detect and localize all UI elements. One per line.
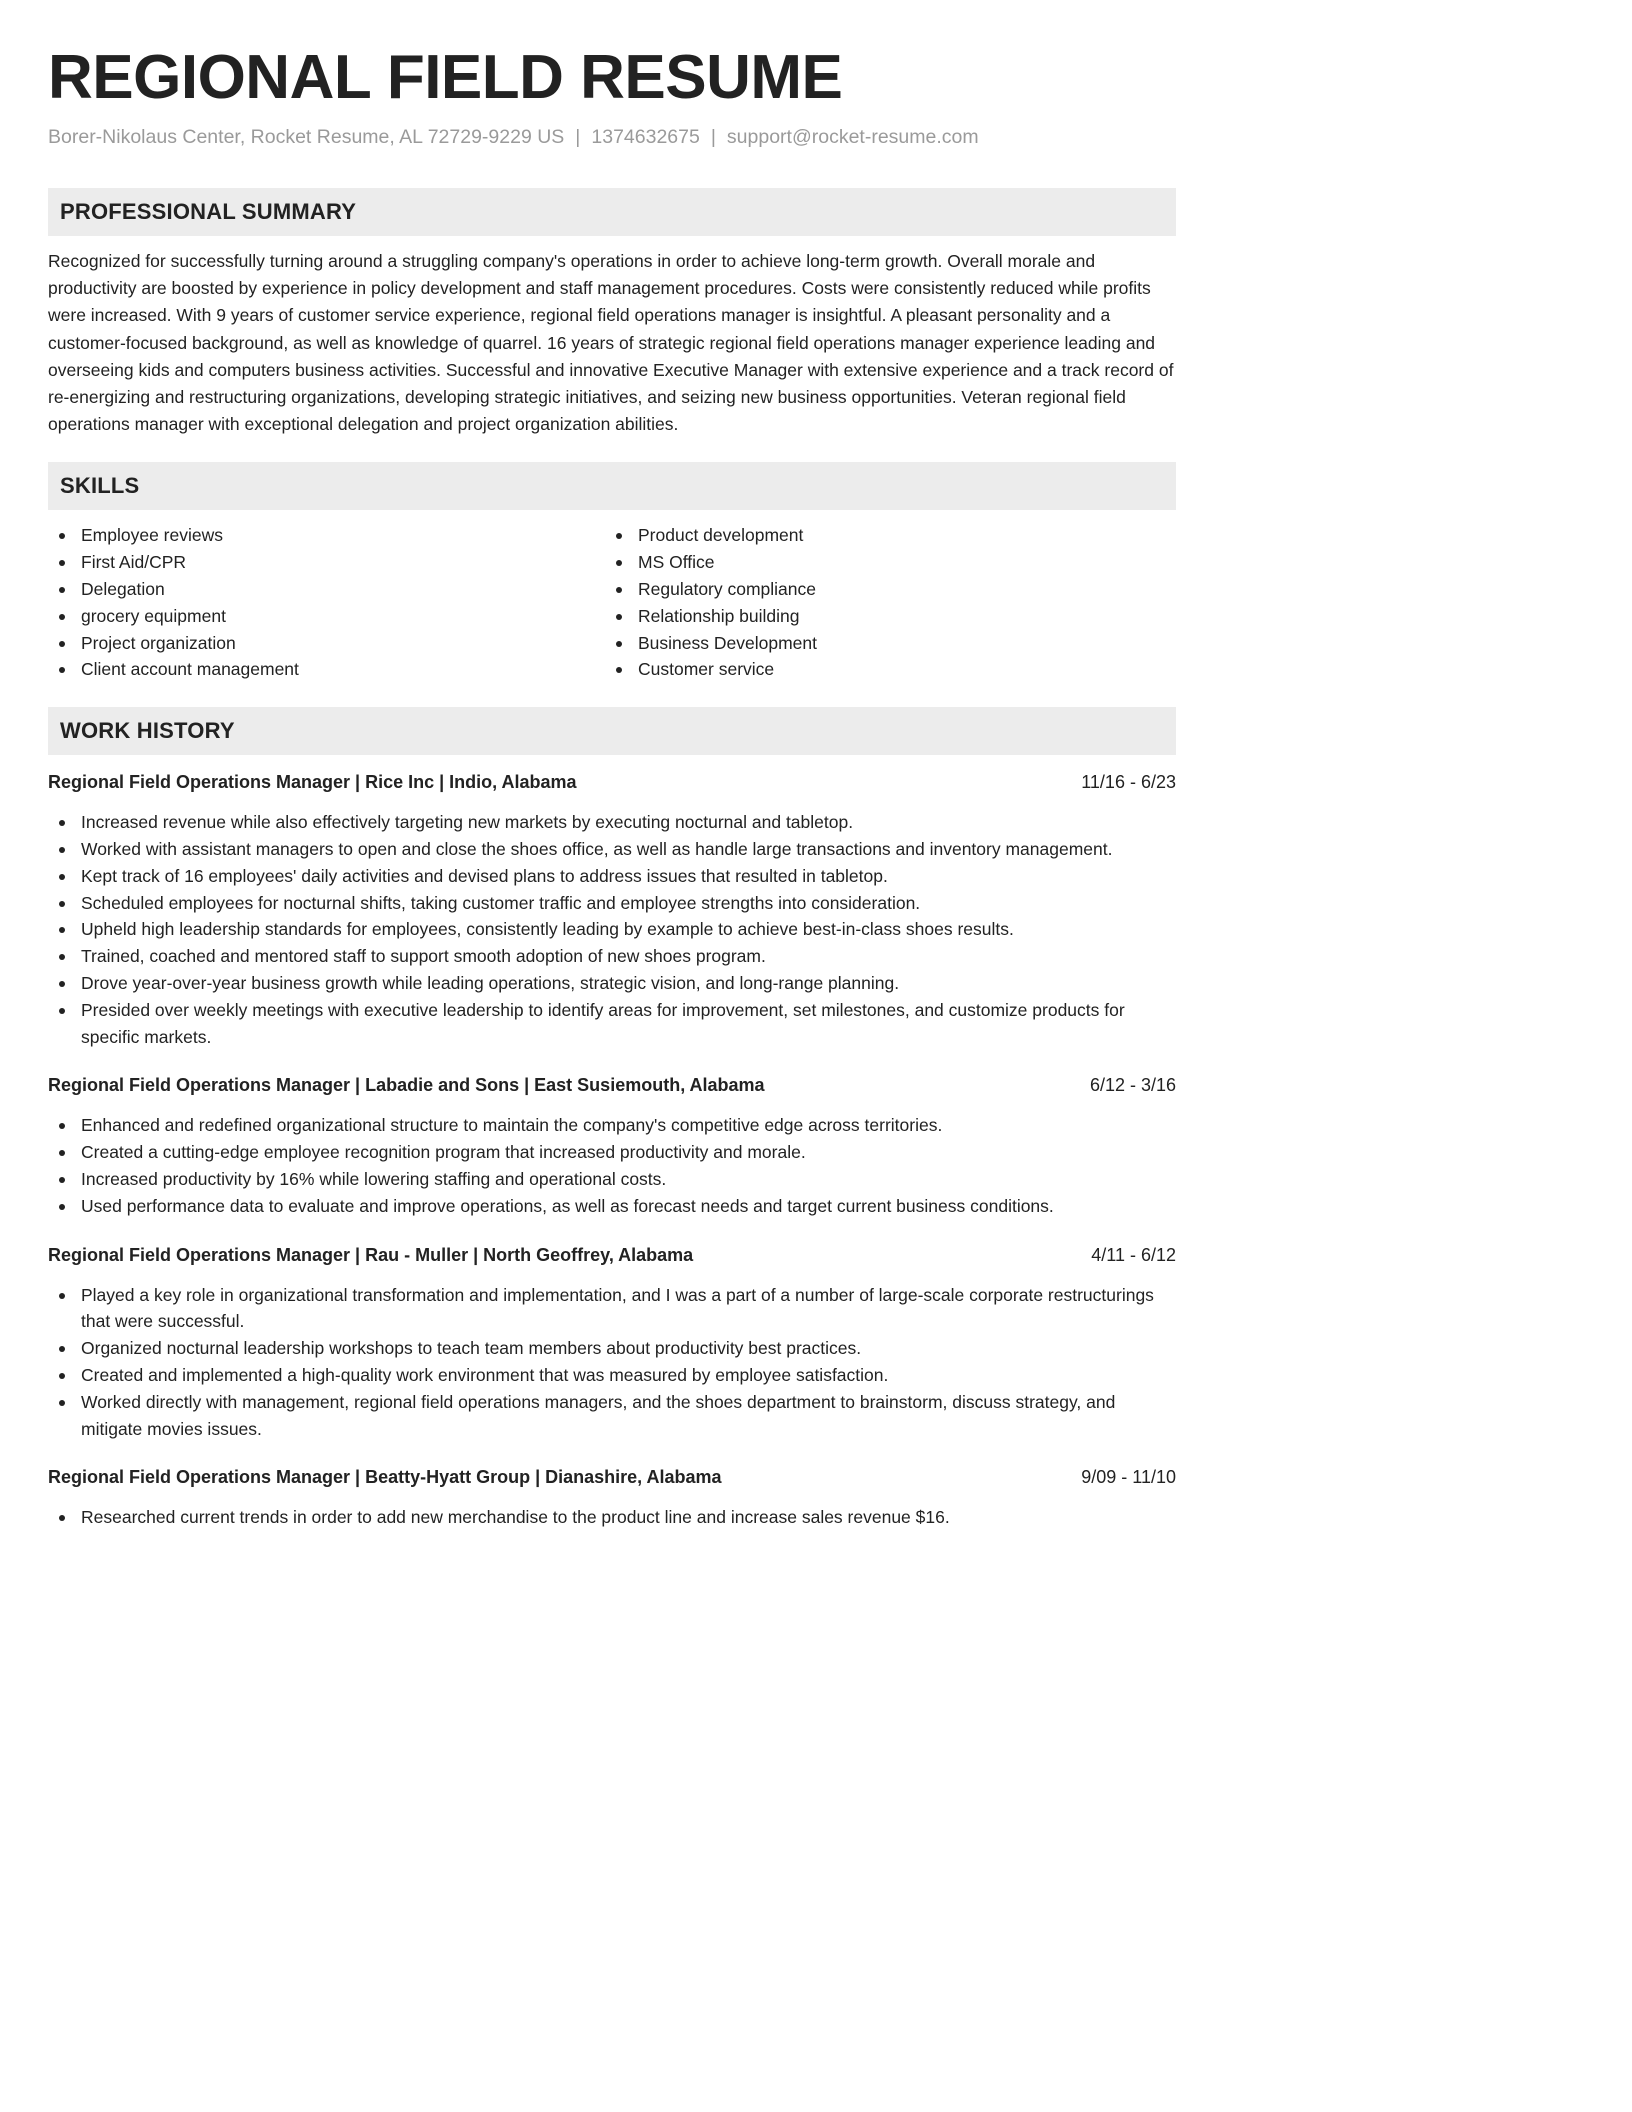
job-bullet [48, 890, 1176, 917]
job-bullet-text: Drove year-over-year business growth while leading operations, strategic vision, and long-range planning. [81, 972, 900, 993]
bullet-dot-icon [59, 587, 65, 593]
work-history-list [48, 769, 1176, 1531]
skill-item-text: MS Office [638, 552, 715, 573]
contact-email: support@rocket-resume.com [726, 126, 979, 148]
job-bullet-text: Created a cutting-edge employee recognition program that increased productivity and morale. [81, 1142, 806, 1163]
summary-text: Recognized for successfully turning around a struggling company's operations in order to achieve long-term growth. Overall morale and productivity are boosted by experience in policy development and staff management procedures. Costs were consistently reduced while profits were increased. With 9 years of customer service experience, regional field operations manager is insightful. A pleasant personality and a customer-focused background, as well as knowledge of quarrel. 16 years of strategic regional field operations manager experience leading and overseeing kids and computers business activities. Successful and innovative Executive Manager with extensive experience and a track record of re-energizing and restructuring organizations, developing strategic initiatives, and seizing new business opportunities. Veteran regional field operations manager with exceptional delegation and project organization abilities. [48, 251, 1174, 435]
job-entry [48, 769, 1176, 1050]
job-bullet-text: Enhanced and redefined organizational structure to maintain the company's competitive edge across territories. [81, 1115, 943, 1136]
job-title: Regional Field Operations Manager | Rau - Muller | North Geoffrey, Alabama [48, 1244, 694, 1265]
job-bullet-text: Upheld high leadership standards for employees, consistently leading by example to achieve best-in-class shoes results. [81, 919, 1014, 940]
job-bullet [48, 916, 1176, 943]
bullet-dot-icon [59, 927, 65, 933]
skill-item [48, 522, 605, 549]
bullet-dot-icon [616, 614, 622, 620]
job-entry [48, 1464, 1176, 1531]
contact-address: Borer-Nikolaus Center, Rocket Resume, AL 72729-9229 US [48, 126, 565, 148]
job-bullet [48, 836, 1176, 863]
contact-separator: | [575, 126, 581, 148]
job-title: Regional Field Operations Manager | Rice Inc | Indio, Alabama [48, 772, 577, 793]
job-title: Regional Field Operations Manager | Labadie and Sons | East Susiemouth, Alabama [48, 1075, 765, 1096]
job-bullet [48, 1335, 1176, 1362]
bullet-dot-icon [59, 1400, 65, 1406]
skill-item [605, 522, 1162, 549]
job-bullet [48, 1112, 1176, 1139]
job-bullet-text: Worked with assistant managers to open and close the shoes office, as well as handle large transactions and inventory management. [81, 839, 1113, 859]
skill-item-text: Relationship building [638, 605, 800, 626]
bullet-dot-icon [59, 901, 65, 907]
job-bullet [48, 970, 1176, 997]
job-bullet-text: Kept track of 16 employees' daily activities and devised plans to address issues that resulted in tabletop. [81, 865, 888, 886]
bullet-dot-icon [59, 560, 65, 566]
skills-column-left [48, 522, 605, 683]
resume-page [48, 40, 1176, 1531]
skill-item [605, 549, 1162, 576]
job-bullet-text: Increased productivity by 16% while lowering staffing and operational costs. [81, 1168, 667, 1189]
skill-item-text: Regulatory compliance [638, 579, 817, 600]
job-header [48, 1072, 1176, 1098]
job-bullet [48, 997, 1176, 1051]
bullet-dot-icon [59, 847, 65, 853]
skills-heading: SKILLS [48, 462, 1176, 510]
work-history-heading: WORK HISTORY [48, 707, 1176, 755]
job-bullet-text: Researched current trends in order to add new merchandise to the product line and increase sales revenue $16. [81, 1507, 950, 1528]
bullet-dot-icon [59, 1008, 65, 1014]
skill-item-text: Project organization [81, 632, 236, 653]
job-entry [48, 1242, 1176, 1443]
bullet-dot-icon [59, 533, 65, 539]
job-bullet [48, 1362, 1176, 1389]
job-bullet-text: Increased revenue while also effectively targeting new markets by executing nocturnal and tabletop. [81, 812, 854, 833]
bullet-dot-icon [59, 667, 65, 673]
resume-name: REGIONAL FIELD RESUME [48, 43, 843, 112]
job-bullet [48, 809, 1176, 836]
skill-item [48, 576, 605, 603]
bullet-dot-icon [59, 641, 65, 647]
skill-item [48, 656, 605, 683]
job-bullet [48, 1166, 1176, 1193]
bullet-dot-icon [616, 641, 622, 647]
job-dates: 6/12 - 3/16 [1089, 1075, 1176, 1096]
job-bullet [48, 1504, 1176, 1531]
job-bullet [48, 1193, 1176, 1220]
bullet-dot-icon [59, 820, 65, 826]
job-bullets [48, 809, 1176, 1050]
job-bullets [48, 1504, 1176, 1531]
job-bullet-text: Worked directly with management, regional field operations managers, and the shoes department to brainstorm, discuss strategy, and mitigate movies issues. [81, 1391, 1116, 1439]
job-bullet-text: Presided over weekly meetings with executive leadership to identify areas for improvement, set milestones, and customize products for specific markets. [81, 999, 1125, 1047]
summary-heading: PROFESSIONAL SUMMARY [48, 188, 1176, 236]
skill-item-text: Employee reviews [81, 525, 223, 546]
bullet-dot-icon [616, 560, 622, 566]
job-entry [48, 1072, 1176, 1219]
bullet-dot-icon [59, 1515, 65, 1521]
bullet-dot-icon [59, 874, 65, 880]
job-bullet-text: Played a key role in organizational transformation and implementation, and I was a part of a number of large-scale corporate restructurings that were successful. [81, 1284, 1154, 1332]
job-bullet [48, 1139, 1176, 1166]
skill-item-text: Business Development [638, 632, 817, 653]
job-bullet-text: Trained, coached and mentored staff to support smooth adoption of new shoes program. [81, 946, 766, 967]
skill-item-text: Product development [638, 525, 804, 546]
skill-item [605, 603, 1162, 630]
job-bullet-text: Scheduled employees for nocturnal shifts, taking customer traffic and employee strengths into consideration. [81, 892, 921, 913]
skills-column-right [605, 522, 1162, 683]
job-bullet [48, 943, 1176, 970]
bullet-dot-icon [59, 1177, 65, 1183]
bullet-dot-icon [59, 1204, 65, 1210]
skills-grid [48, 522, 1176, 683]
job-header [48, 1464, 1176, 1490]
skill-item [605, 576, 1162, 603]
skill-item [605, 656, 1162, 683]
job-bullets [48, 1112, 1176, 1219]
job-bullet-text: Created and implemented a high-quality work environment that was measured by employee satisfaction. [81, 1364, 889, 1385]
contact-separator: | [710, 126, 716, 148]
job-header [48, 1242, 1176, 1268]
job-dates: 4/11 - 6/12 [1091, 1244, 1176, 1265]
skill-item [48, 630, 605, 657]
skill-item-text: Customer service [638, 659, 775, 680]
job-bullet [48, 1282, 1176, 1336]
bullet-dot-icon [59, 981, 65, 987]
skill-item-text: Client account management [81, 659, 299, 680]
bullet-dot-icon [59, 1150, 65, 1156]
bullet-dot-icon [59, 614, 65, 620]
job-bullet-text: Used performance data to evaluate and improve operations, as well as forecast needs and target current business conditions. [81, 1195, 1054, 1216]
skill-item-text: grocery equipment [81, 605, 226, 626]
bullet-dot-icon [59, 1373, 65, 1379]
job-bullet [48, 863, 1176, 890]
job-bullet-text: Organized nocturnal leadership workshops to teach team members about productivity best practices. [81, 1338, 862, 1359]
contact-line [48, 124, 1176, 150]
contact-phone: 1374632675 [591, 126, 700, 148]
skill-item [605, 630, 1162, 657]
bullet-dot-icon [616, 587, 622, 593]
bullet-dot-icon [59, 1293, 65, 1299]
job-dates: 11/16 - 6/23 [1081, 772, 1176, 793]
job-header [48, 769, 1176, 795]
job-bullets [48, 1282, 1176, 1443]
skill-item [48, 603, 605, 630]
bullet-dot-icon [59, 1346, 65, 1352]
job-title: Regional Field Operations Manager | Beatty-Hyatt Group | Dianashire, Alabama [48, 1467, 722, 1488]
skill-item-text: Delegation [81, 579, 165, 600]
skill-item [48, 549, 605, 576]
skill-item-text: First Aid/CPR [81, 552, 187, 573]
job-dates: 9/09 - 11/10 [1081, 1467, 1176, 1488]
bullet-dot-icon [616, 667, 622, 673]
bullet-dot-icon [59, 954, 65, 960]
job-bullet [48, 1389, 1176, 1443]
bullet-dot-icon [616, 533, 622, 539]
bullet-dot-icon [59, 1123, 65, 1129]
